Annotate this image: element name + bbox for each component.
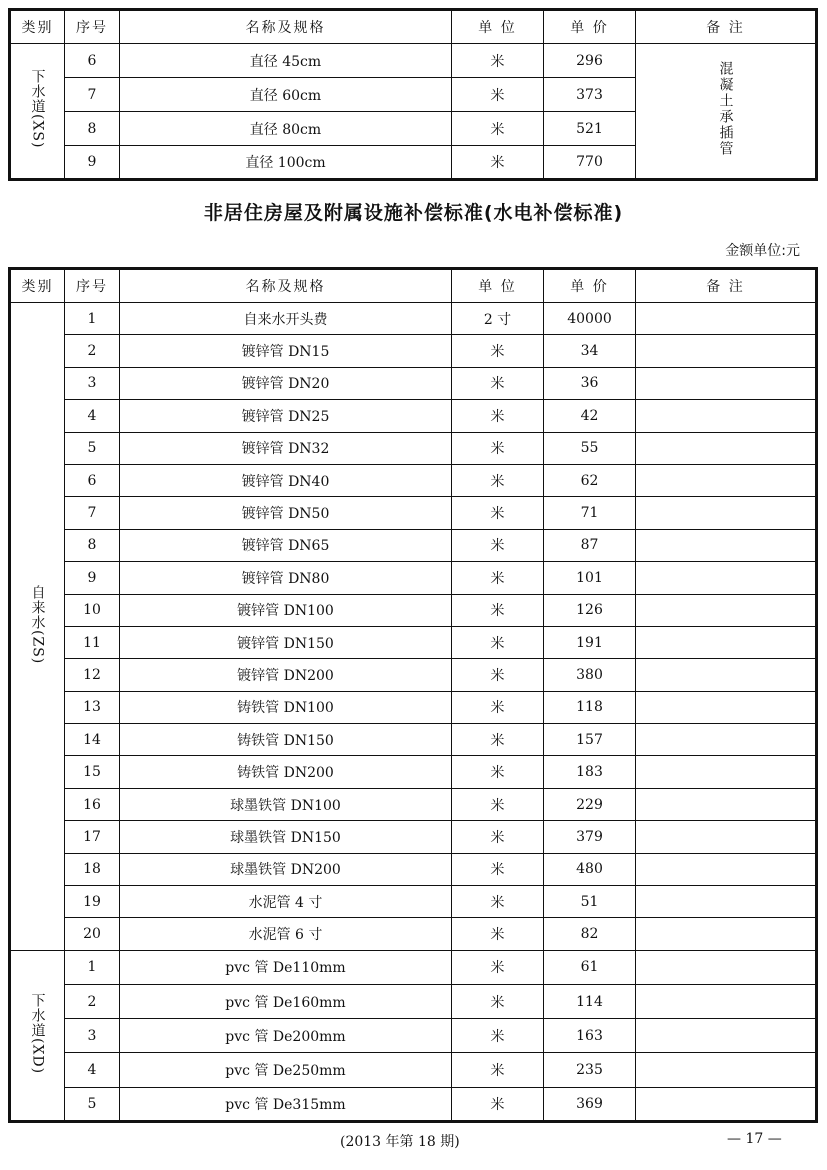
note-cell xyxy=(636,626,817,658)
table-row xyxy=(10,303,817,335)
column-header: 单 价 xyxy=(544,10,636,44)
table-row xyxy=(10,886,817,918)
item-unit: 米 xyxy=(452,821,544,853)
note-cell xyxy=(636,821,817,853)
table-row xyxy=(10,367,817,399)
item-unit: 米 xyxy=(452,691,544,723)
table-row xyxy=(10,400,817,432)
item-price: 379 xyxy=(544,821,636,853)
item-name: 镀锌管 DN20 xyxy=(120,367,452,399)
table-row xyxy=(10,562,817,594)
table-row xyxy=(10,853,817,885)
note-cell xyxy=(636,44,817,180)
item-unit: 米 xyxy=(452,918,544,950)
item-name: 水泥管 4 寸 xyxy=(120,886,452,918)
table-row xyxy=(10,594,817,626)
item-price: 61 xyxy=(544,950,636,984)
utility-compensation-table xyxy=(8,267,818,1123)
column-header: 类别 xyxy=(10,269,65,303)
header-row xyxy=(10,269,817,303)
item-name: pvc 管 De160mm xyxy=(120,985,452,1019)
row-number: 2 xyxy=(65,985,120,1019)
item-unit: 米 xyxy=(452,562,544,594)
item-name: pvc 管 De250mm xyxy=(120,1053,452,1087)
issue-label: (2013 年第 18 期) xyxy=(340,1134,460,1150)
item-unit: 米 xyxy=(452,985,544,1019)
item-unit: 米 xyxy=(452,400,544,432)
row-number: 8 xyxy=(65,112,120,146)
section-title: 非居住房屋及附属设施补偿标准(水电补偿标准) xyxy=(203,202,624,224)
row-number: 3 xyxy=(65,1019,120,1053)
note-cell xyxy=(636,853,817,885)
item-price: 369 xyxy=(544,1087,636,1121)
item-unit: 米 xyxy=(452,1019,544,1053)
row-number: 8 xyxy=(65,529,120,561)
item-name: 镀锌管 DN65 xyxy=(120,529,452,561)
category-cell xyxy=(10,303,65,951)
row-number: 20 xyxy=(65,918,120,950)
item-unit: 米 xyxy=(452,112,544,146)
row-number: 19 xyxy=(65,886,120,918)
item-name: 镀锌管 DN100 xyxy=(120,594,452,626)
item-unit: 米 xyxy=(452,1087,544,1121)
item-name: 球墨铁管 DN200 xyxy=(120,853,452,885)
note-cell xyxy=(636,1087,817,1121)
item-name: 镀锌管 DN32 xyxy=(120,432,452,464)
item-price: 114 xyxy=(544,985,636,1019)
row-number: 1 xyxy=(65,303,120,335)
item-price: 770 xyxy=(544,146,636,180)
note-cell xyxy=(636,464,817,496)
item-name: 镀锌管 DN50 xyxy=(120,497,452,529)
amount-unit-label: 金额单位:元 xyxy=(725,243,800,259)
item-price: 191 xyxy=(544,626,636,658)
column-header: 单 位 xyxy=(452,10,544,44)
item-price: 235 xyxy=(544,1053,636,1087)
item-price: 118 xyxy=(544,691,636,723)
column-header: 单 位 xyxy=(452,269,544,303)
note-cell xyxy=(636,400,817,432)
item-name: 自来水开头费 xyxy=(120,303,452,335)
item-price: 480 xyxy=(544,853,636,885)
item-price: 36 xyxy=(544,367,636,399)
item-name: 球墨铁管 DN100 xyxy=(120,788,452,820)
row-number: 17 xyxy=(65,821,120,853)
row-number: 9 xyxy=(65,146,120,180)
category-cell xyxy=(10,44,65,180)
table-row xyxy=(10,529,817,561)
item-name: 直径 45cm xyxy=(120,44,452,78)
item-unit: 米 xyxy=(452,432,544,464)
row-number: 2 xyxy=(65,335,120,367)
category-cell-text: 下水道(XS) xyxy=(29,69,46,149)
note-cell xyxy=(636,886,817,918)
table-row xyxy=(10,464,817,496)
item-unit: 米 xyxy=(452,1053,544,1087)
item-unit: 米 xyxy=(452,788,544,820)
item-name: pvc 管 De110mm xyxy=(120,950,452,984)
item-price: 87 xyxy=(544,529,636,561)
item-unit: 米 xyxy=(452,146,544,180)
item-unit: 米 xyxy=(452,44,544,78)
item-price: 163 xyxy=(544,1019,636,1053)
item-name: 镀锌管 DN150 xyxy=(120,626,452,658)
item-unit: 2 寸 xyxy=(452,303,544,335)
item-name: 直径 100cm xyxy=(120,146,452,180)
row-number: 7 xyxy=(65,497,120,529)
item-name: 镀锌管 DN15 xyxy=(120,335,452,367)
item-name: 镀锌管 DN80 xyxy=(120,562,452,594)
table-row xyxy=(10,432,817,464)
item-price: 40000 xyxy=(544,303,636,335)
row-number: 13 xyxy=(65,691,120,723)
table-row xyxy=(10,724,817,756)
row-number: 6 xyxy=(65,44,120,78)
item-name: pvc 管 De315mm xyxy=(120,1087,452,1121)
item-price: 380 xyxy=(544,659,636,691)
item-price: 55 xyxy=(544,432,636,464)
item-name: 直径 80cm xyxy=(120,112,452,146)
table-row xyxy=(10,44,817,78)
table-row xyxy=(10,691,817,723)
item-name: 镀锌管 DN40 xyxy=(120,464,452,496)
item-name: 直径 60cm xyxy=(120,78,452,112)
column-header: 单 价 xyxy=(544,269,636,303)
row-number: 16 xyxy=(65,788,120,820)
item-unit: 米 xyxy=(452,497,544,529)
item-price: 51 xyxy=(544,886,636,918)
row-number: 14 xyxy=(65,724,120,756)
row-number: 10 xyxy=(65,594,120,626)
item-price: 183 xyxy=(544,756,636,788)
note-cell xyxy=(636,335,817,367)
item-price: 126 xyxy=(544,594,636,626)
item-unit: 米 xyxy=(452,886,544,918)
item-name: 镀锌管 DN200 xyxy=(120,659,452,691)
drainage-table-continued xyxy=(8,8,818,181)
item-unit: 米 xyxy=(452,950,544,984)
note-cell xyxy=(636,562,817,594)
item-name: 球墨铁管 DN150 xyxy=(120,821,452,853)
row-number: 9 xyxy=(65,562,120,594)
item-unit: 米 xyxy=(452,626,544,658)
note-cell xyxy=(636,367,817,399)
item-unit: 米 xyxy=(452,367,544,399)
item-price: 34 xyxy=(544,335,636,367)
table-row xyxy=(10,756,817,788)
row-number: 12 xyxy=(65,659,120,691)
table-row xyxy=(10,788,817,820)
item-name: 镀锌管 DN25 xyxy=(120,400,452,432)
table-row xyxy=(10,497,817,529)
note-cell xyxy=(636,724,817,756)
note-cell xyxy=(636,985,817,1019)
table-row xyxy=(10,659,817,691)
table-row xyxy=(10,335,817,367)
row-number: 5 xyxy=(65,1087,120,1121)
item-name: 铸铁管 DN200 xyxy=(120,756,452,788)
note-cell xyxy=(636,950,817,984)
table-row xyxy=(10,985,817,1019)
category-cell-text: 自来水(ZS) xyxy=(29,584,46,665)
column-header: 序号 xyxy=(65,269,120,303)
note-cell xyxy=(636,918,817,950)
note-cell xyxy=(636,756,817,788)
row-number: 18 xyxy=(65,853,120,885)
item-unit: 米 xyxy=(452,464,544,496)
row-number: 3 xyxy=(65,367,120,399)
note-cell-text: 混凝土承插管 xyxy=(717,61,734,157)
item-name: 铸铁管 DN150 xyxy=(120,724,452,756)
row-number: 11 xyxy=(65,626,120,658)
row-number: 4 xyxy=(65,400,120,432)
item-name: 水泥管 6 寸 xyxy=(120,918,452,950)
item-unit: 米 xyxy=(452,659,544,691)
table-row xyxy=(10,1087,817,1121)
item-unit: 米 xyxy=(452,724,544,756)
note-cell xyxy=(636,788,817,820)
table-row xyxy=(10,1019,817,1053)
table-row xyxy=(10,1053,817,1087)
item-price: 373 xyxy=(544,78,636,112)
note-cell xyxy=(636,691,817,723)
item-price: 101 xyxy=(544,562,636,594)
table-row xyxy=(10,918,817,950)
row-number: 6 xyxy=(65,464,120,496)
item-unit: 米 xyxy=(452,756,544,788)
item-price: 521 xyxy=(544,112,636,146)
note-cell xyxy=(636,659,817,691)
column-header: 名称及规格 xyxy=(120,10,452,44)
note-cell xyxy=(636,432,817,464)
category-cell xyxy=(10,950,65,1121)
column-header: 备 注 xyxy=(636,269,817,303)
column-header: 类别 xyxy=(10,10,65,44)
item-unit: 米 xyxy=(452,853,544,885)
item-unit: 米 xyxy=(452,78,544,112)
note-cell xyxy=(636,497,817,529)
row-number: 15 xyxy=(65,756,120,788)
note-cell xyxy=(636,303,817,335)
note-cell xyxy=(636,1019,817,1053)
column-header: 备 注 xyxy=(636,10,817,44)
item-price: 42 xyxy=(544,400,636,432)
category-cell-text: 下水道(XD) xyxy=(29,992,46,1074)
note-cell xyxy=(636,594,817,626)
row-number: 4 xyxy=(65,1053,120,1087)
row-number: 7 xyxy=(65,78,120,112)
page-number: — 17 — xyxy=(727,1131,782,1147)
item-unit: 米 xyxy=(452,529,544,561)
item-price: 229 xyxy=(544,788,636,820)
note-cell xyxy=(636,1053,817,1087)
table-row xyxy=(10,821,817,853)
note-cell xyxy=(636,529,817,561)
row-number: 5 xyxy=(65,432,120,464)
item-unit: 米 xyxy=(452,335,544,367)
table-row xyxy=(10,626,817,658)
item-price: 296 xyxy=(544,44,636,78)
header-row xyxy=(10,10,817,44)
item-price: 62 xyxy=(544,464,636,496)
item-unit: 米 xyxy=(452,594,544,626)
item-name: 铸铁管 DN100 xyxy=(120,691,452,723)
item-price: 82 xyxy=(544,918,636,950)
table-row xyxy=(10,950,817,984)
column-header: 名称及规格 xyxy=(120,269,452,303)
column-header: 序号 xyxy=(65,10,120,44)
row-number: 1 xyxy=(65,950,120,984)
item-price: 71 xyxy=(544,497,636,529)
item-name: pvc 管 De200mm xyxy=(120,1019,452,1053)
item-price: 157 xyxy=(544,724,636,756)
